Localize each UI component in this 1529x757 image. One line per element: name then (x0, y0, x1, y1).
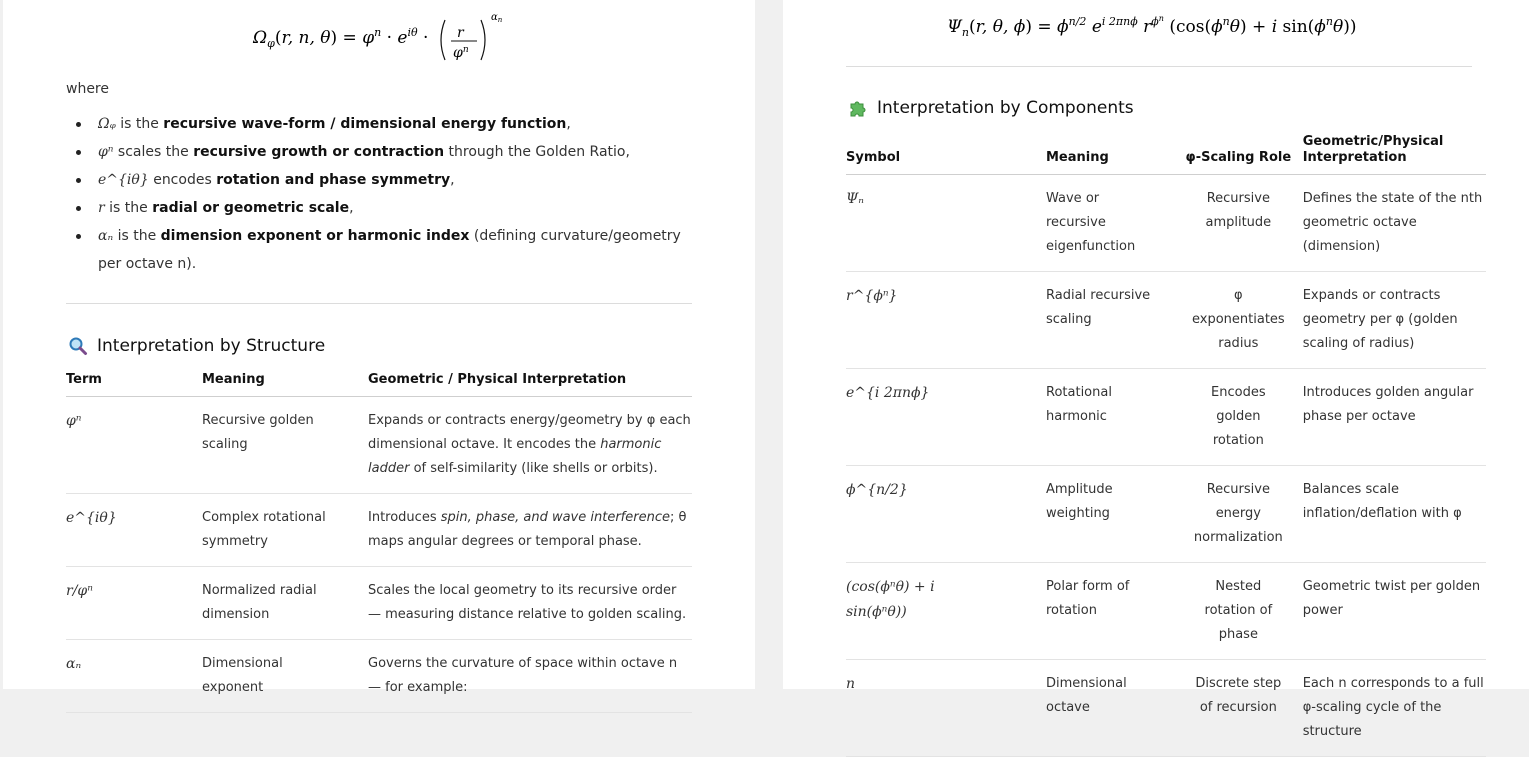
puzzle-icon (848, 98, 868, 118)
term-interpretation: Scales the local geometry to its recursive order — measuring distance relative to golden scaling. (368, 567, 692, 640)
def-symbol: r (98, 200, 105, 216)
definition-list (66, 110, 706, 278)
table-row (66, 567, 692, 640)
omega-formula-render (3, 10, 763, 68)
divider (846, 66, 1472, 67)
list-item: αₙ is the dimension exponent or harmonic index (defining curvature/geometry per octave n). (66, 222, 706, 278)
omega-formula (3, 10, 755, 73)
col-header-term: Term (66, 372, 202, 397)
component-role: Recursive amplitude (1174, 175, 1303, 272)
component-interpretation: Geometric twist per golden power (1303, 563, 1486, 660)
svg-text:αn: $\alpha_n$ (491, 12, 503, 24)
def-symbol: e^{iθ} (98, 172, 149, 188)
component-interpretation: Defines the state of the nth geometric octave (dimension) (1303, 175, 1486, 272)
term-meaning: Normalized radial dimension (202, 567, 368, 640)
term-symbol: αₙ (66, 656, 82, 672)
component-interpretation: Expands or contracts geometry per φ (golden scaling of radius) (1303, 272, 1486, 369)
component-symbol: Ψₙ (846, 191, 864, 207)
divider (66, 303, 692, 304)
col-header-meaning: Meaning (1046, 134, 1174, 175)
component-interpretation: Each n corresponds to a full φ-scaling cycle of the structure (1303, 660, 1486, 757)
col-header-meaning: Meaning (202, 372, 368, 397)
table-row (66, 397, 692, 494)
formula-lhs: $\Omega_\varphi(r$, n, $\theta) = \varphi^n \cdot e^{i\theta}$ · (253, 26, 429, 50)
def-symbol: Ωᵩ (98, 116, 116, 132)
term-symbol: r/φⁿ (66, 583, 93, 599)
component-interpretation: Introduces golden angular phase per octave (1303, 369, 1486, 466)
term-symbol: φⁿ (66, 413, 82, 429)
magnifier-icon (68, 336, 88, 356)
component-meaning: Polar form of rotation (1046, 563, 1174, 660)
section-title: Interpretation by Structure (97, 336, 326, 356)
component-role: Recursive energy normalization (1174, 466, 1303, 563)
where-label: where (66, 81, 109, 97)
col-header-interpretation: Geometric / Physical Interpretation (368, 372, 692, 397)
def-symbol: φⁿ (98, 144, 114, 160)
col-header-role: φ-Scaling Role (1174, 134, 1303, 175)
right-document-panel (783, 0, 1529, 739)
component-interpretation: Balances scale inflation/deflation with φ (1303, 466, 1486, 563)
component-role: Discrete step of recursion (1174, 660, 1303, 757)
component-meaning: Wave or recursive eigenfunction (1046, 175, 1174, 272)
table-header-row (66, 372, 692, 397)
table-row (846, 466, 1486, 563)
table-row (66, 640, 692, 713)
section-heading-structure (68, 336, 325, 356)
table-row (66, 494, 692, 567)
component-symbol: r^{ϕⁿ} (846, 288, 898, 304)
term-meaning: Recursive golden scaling (202, 397, 368, 494)
col-header-interpretation: Geometric/Physical Interpretation (1303, 134, 1486, 175)
psi-formula-render (783, 6, 1529, 46)
component-role: Encodes golden rotation (1174, 369, 1303, 466)
list-item: r is the radial or geometric scale, (66, 194, 706, 222)
col-header-symbol: Symbol (846, 134, 1046, 175)
structure-table (66, 372, 692, 713)
psi-formula (783, 6, 1529, 51)
table-row (846, 563, 1486, 660)
table-row (846, 369, 1486, 466)
list-item: Ωᵩ is the recursive wave-form / dimensional energy function, (66, 110, 706, 138)
component-meaning: Rotational harmonic (1046, 369, 1174, 466)
svg-text:r: r (457, 25, 464, 41)
section-heading-components (848, 98, 1134, 118)
def-symbol: αₙ (98, 228, 114, 244)
component-symbol: ϕ^{n/2} (846, 482, 908, 498)
section-title: Interpretation by Components (877, 98, 1134, 118)
table-row (846, 660, 1486, 757)
svg-text:Ψn(r, θ, ϕ) = ϕn/2 ei 2πnϕ rϕn: $\Psi_n(r$, θ, $\phi) = \phi^{n/2}$ $e^{i 2\pi n\phi}$ $r^{\phi n}$ ($\cos(\phi^n\theta) + i$ $\sin(\phi^n\theta)$) (947, 14, 1357, 39)
table-row (846, 175, 1486, 272)
table-header-row (846, 134, 1486, 175)
component-symbol: (cos(ϕⁿθ) + i sin(ϕⁿθ)) (846, 579, 935, 620)
table-row (846, 272, 1486, 369)
list-item: e^{iθ} encodes rotation and phase symmetry, (66, 166, 706, 194)
component-role: Nested rotation of phase (1174, 563, 1303, 660)
component-symbol: e^{i 2πnϕ} (846, 385, 930, 401)
component-symbol: n (846, 676, 856, 692)
term-interpretation: Governs the curvature of space within octave n — for example: (368, 640, 692, 713)
components-table (846, 134, 1486, 757)
component-role: φ exponentiates radius (1174, 272, 1303, 369)
component-meaning: Dimensional octave (1046, 660, 1174, 757)
left-document-panel (3, 0, 755, 695)
component-meaning: Radial recursive scaling (1046, 272, 1174, 369)
term-meaning: Dimensional exponent (202, 640, 368, 713)
term-symbol: e^{iθ} (66, 510, 117, 526)
svg-text:φn: $\varphi^n$ (453, 45, 469, 61)
term-meaning: Complex rotational symmetry (202, 494, 368, 567)
term-interpretation: Introduces spin, phase, and wave interference; θ maps angular degrees or temporal phase. (368, 494, 692, 567)
term-interpretation: Expands or contracts energy/geometry by φ each dimensional octave. It encodes the harmonic ladder of self-similarity (like shells or orbits). (368, 397, 692, 494)
list-item: φⁿ scales the recursive growth or contraction through the Golden Ratio, (66, 138, 706, 166)
component-meaning: Amplitude weighting (1046, 466, 1174, 563)
